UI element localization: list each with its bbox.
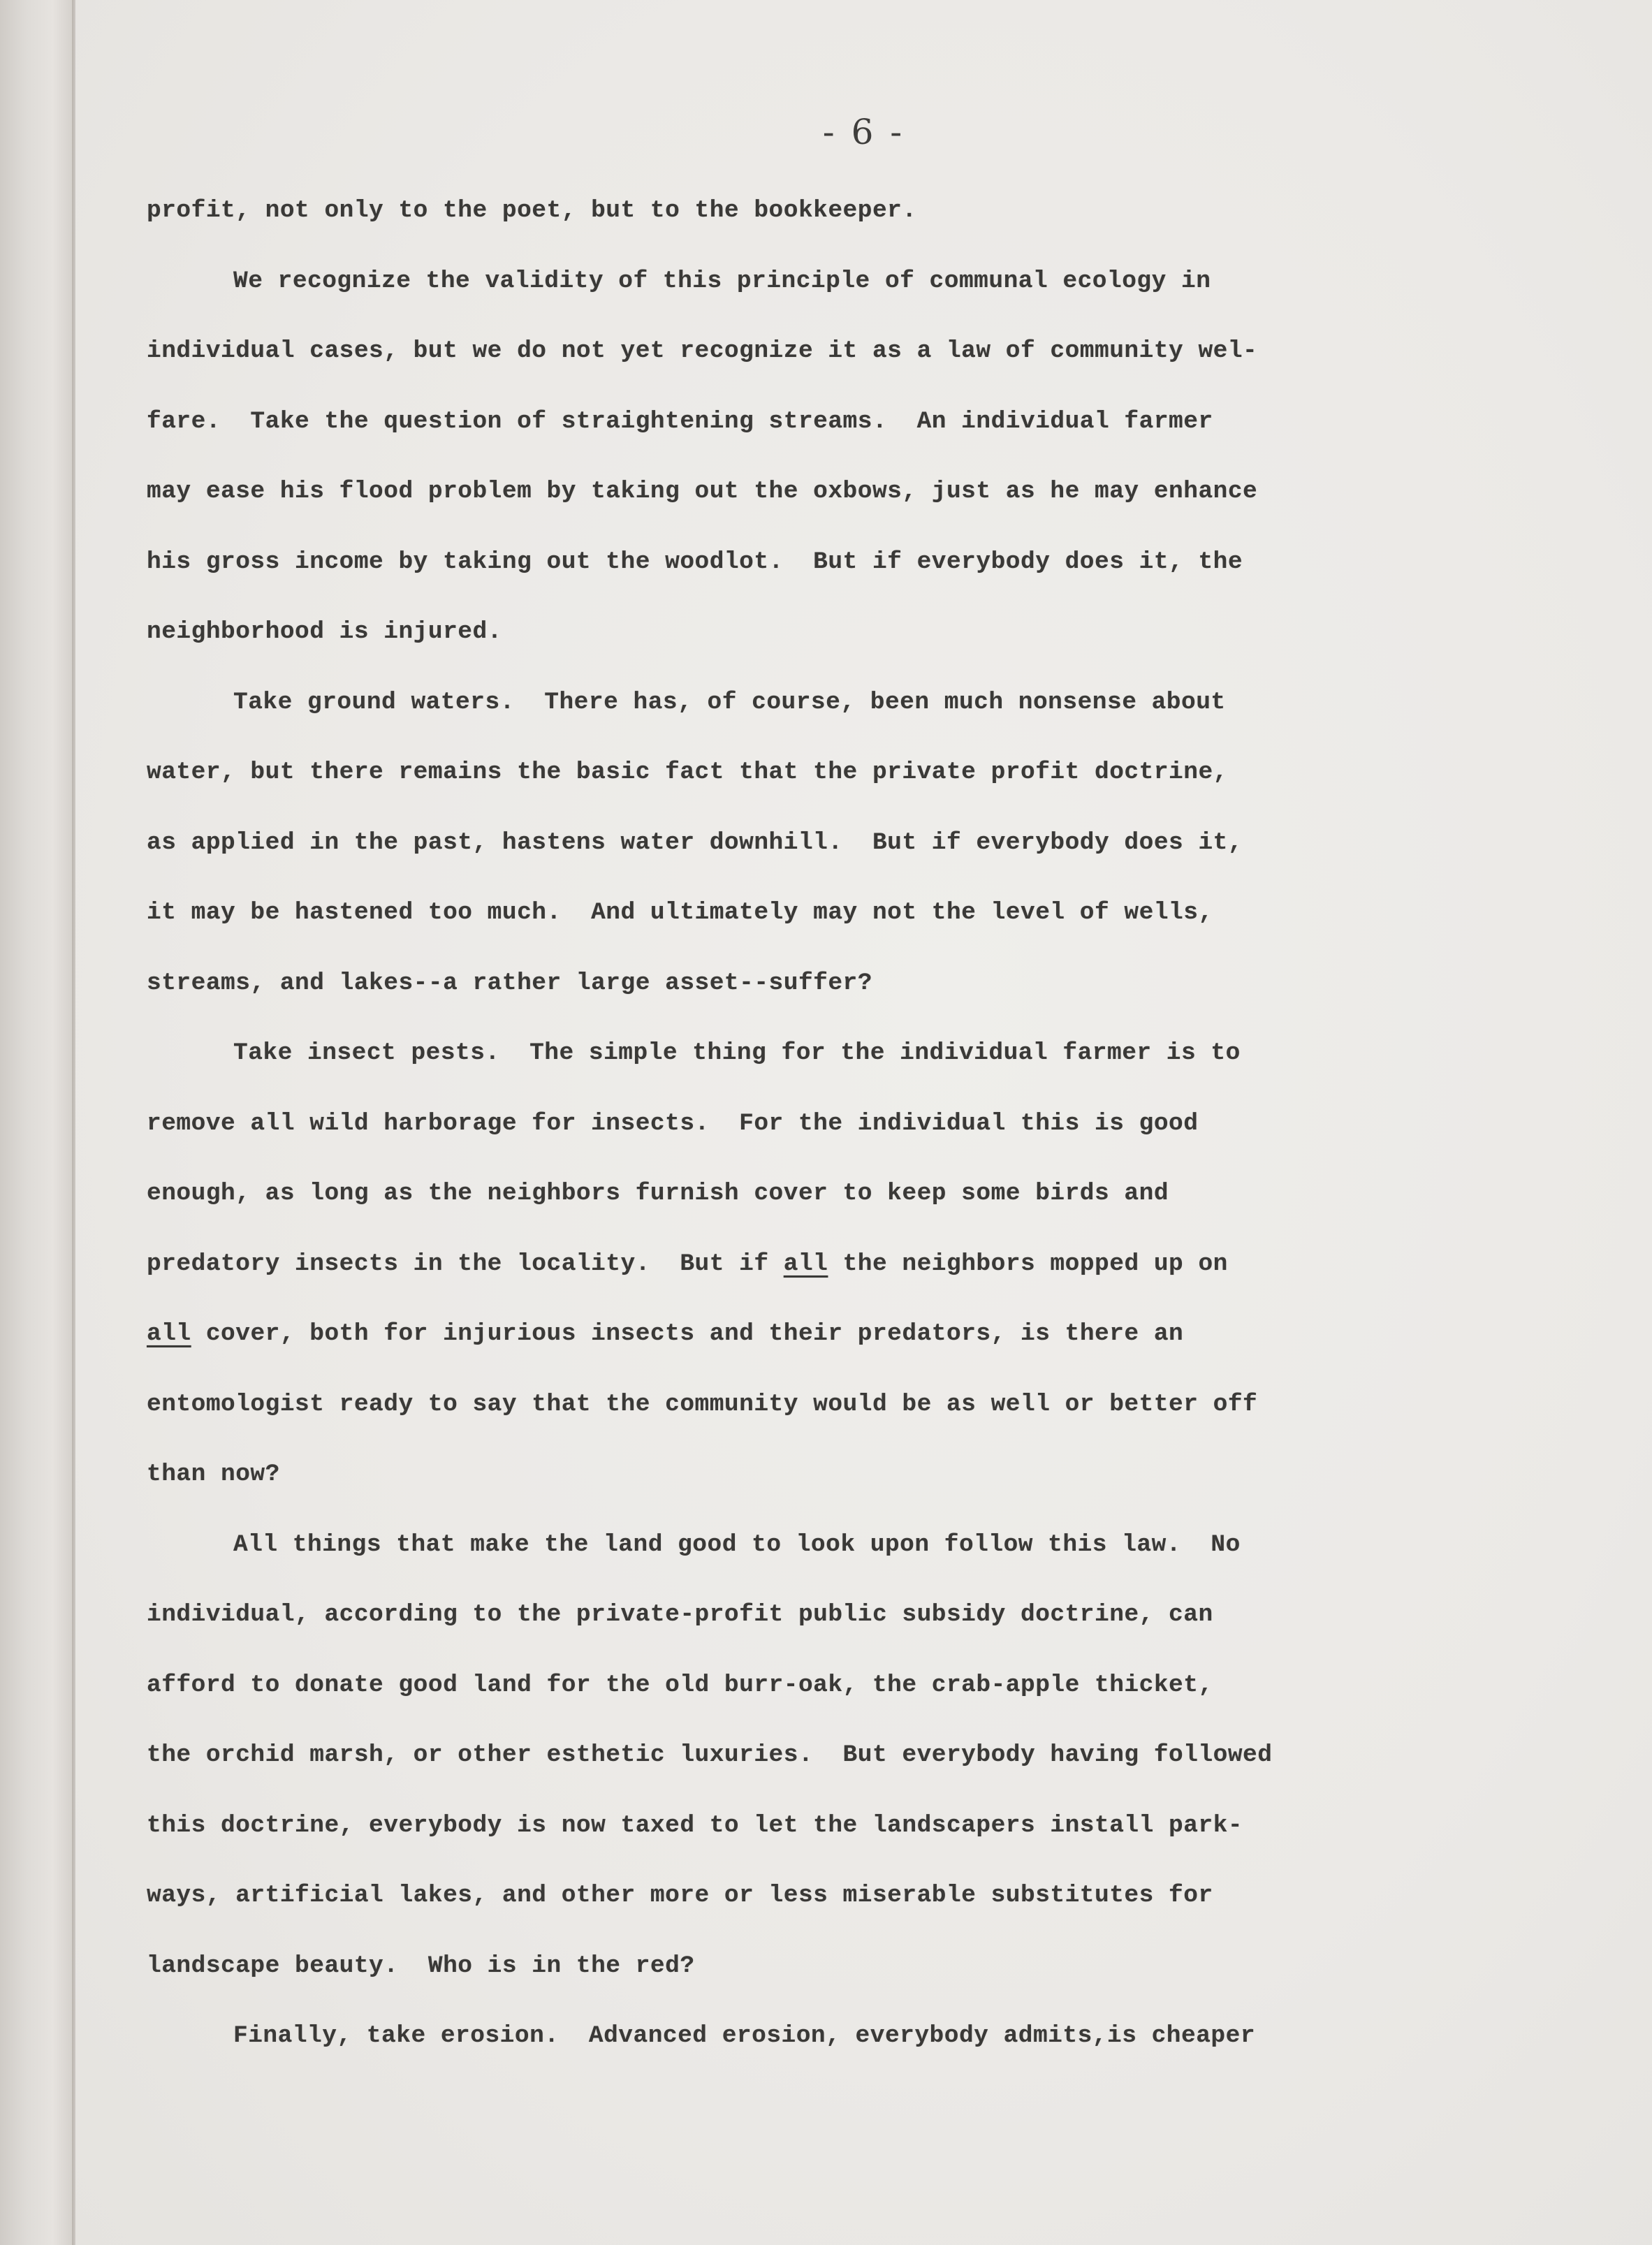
text-line-with-underline — [147, 1229, 1558, 1300]
text-segment: the neighbors mopped up on — [828, 1250, 1228, 1278]
underlined-word: all — [147, 1320, 191, 1347]
text-line: entomologist ready to say that the community would be as well or better off — [147, 1390, 1258, 1418]
text-line: neighborhood is injured. — [147, 618, 502, 645]
text-line: individual cases, but we do not yet recognize it as a law of community wel- — [147, 337, 1258, 365]
text-line: as applied in the past, hastens water downhill. But if everybody does it, — [147, 828, 1243, 856]
text-line: it may be hastened too much. And ultimately may not the level of wells, — [147, 899, 1213, 926]
typed-page — [75, 0, 1652, 2245]
underlined-word: all — [783, 1250, 828, 1278]
text-segment: cover, both for injurious insects and their predators, is there an — [191, 1320, 1184, 1347]
text-line: this doctrine, everybody is now taxed to let the landscapers install park- — [147, 1811, 1243, 1839]
text-segment: predatory insects in the locality. But if — [147, 1250, 784, 1278]
text-line: enough, as long as the neighbors furnish cover to keep some birds and — [147, 1180, 1169, 1207]
paragraph-start-line: Take ground waters. There has, of course, been much nonsense about — [233, 688, 1226, 716]
text-line-with-underline — [147, 1299, 1558, 1370]
text-line: water, but there remains the basic fact that the private profit doctrine, — [147, 759, 1228, 786]
text-line: afford to donate good land for the old burr-oak, the crab-apple thicket, — [147, 1671, 1213, 1699]
paragraph-start-line: We recognize the validity of this principle of communal ecology in — [233, 267, 1211, 295]
text-line: the orchid marsh, or other esthetic luxuries. But everybody having followed — [147, 1741, 1273, 1769]
text-line: individual, according to the private-profit public subsidy doctrine, can — [147, 1601, 1213, 1628]
text-line: fare. Take the question of straightening streams. An individual farmer — [147, 407, 1213, 435]
text-line: streams, and lakes--a rather large asset--suffer? — [147, 969, 872, 997]
text-line: landscape beauty. Who is in the red? — [147, 1952, 695, 1980]
text-line: may ease his flood problem by taking out the oxbows, just as he may enhance — [147, 478, 1258, 505]
body-text — [147, 176, 1558, 2072]
text-line: profit, not only to the poet, but to the bookkeeper. — [147, 197, 917, 224]
text-line: remove all wild harborage for insects. For the individual this is good — [147, 1109, 1199, 1137]
paragraph-start-line: Take insect pests. The simple thing for the individual farmer is to — [233, 1039, 1241, 1067]
binding-edge — [0, 0, 75, 2245]
text-line: his gross income by taking out the woodlot. But if everybody does it, the — [147, 548, 1243, 576]
text-line: than now? — [147, 1461, 280, 1488]
page-number: - 6 - — [822, 112, 905, 152]
paragraph-start-line: All things that make the land good to look upon follow this law. No — [233, 1530, 1241, 1558]
paragraph-start-line: Finally, take erosion. Advanced erosion, everybody admits,is cheaper — [233, 2022, 1256, 2049]
text-line: ways, artificial lakes, and other more or less miserable substitutes for — [147, 1882, 1213, 1909]
